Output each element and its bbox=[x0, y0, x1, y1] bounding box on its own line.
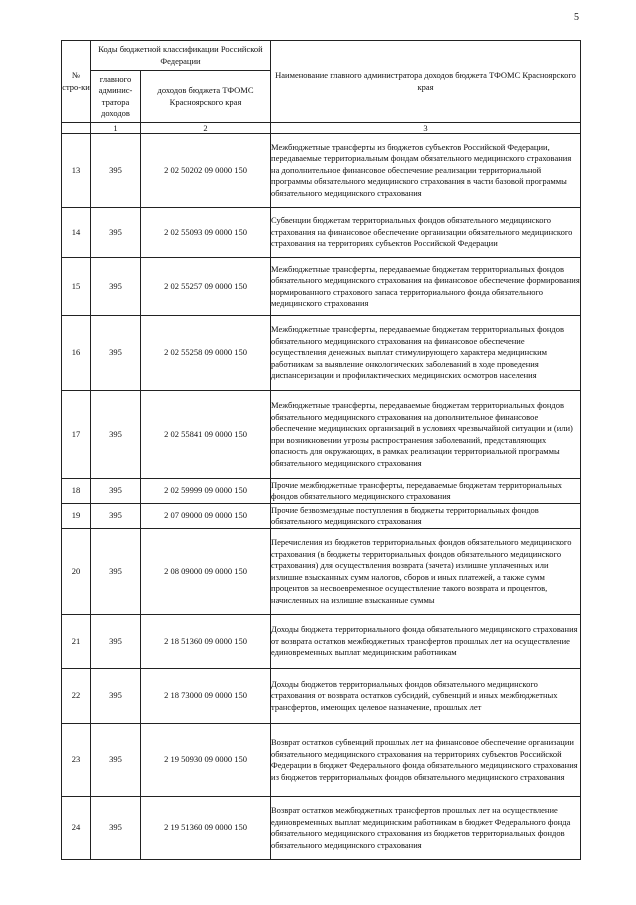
row-number: 14 bbox=[62, 208, 91, 258]
admin-code: 395 bbox=[91, 797, 141, 860]
row-number: 23 bbox=[62, 724, 91, 797]
admin-code: 395 bbox=[91, 316, 141, 391]
column-header-income-code: доходов бюджета ТФОМС Красноярского края bbox=[141, 71, 271, 123]
income-code: 2 08 09000 09 0000 150 bbox=[141, 529, 271, 615]
income-code: 2 18 51360 09 0000 150 bbox=[141, 615, 271, 669]
admin-code: 395 bbox=[91, 208, 141, 258]
row-number: 15 bbox=[62, 258, 91, 316]
column-number: 3 bbox=[271, 123, 581, 134]
admin-code: 395 bbox=[91, 615, 141, 669]
column-number: 1 bbox=[91, 123, 141, 134]
table-row bbox=[62, 797, 581, 860]
row-number: 21 bbox=[62, 615, 91, 669]
income-name: Межбюджетные трансферты, передаваемые бюджетам территориальных фондов обязательного медицинского страхования на дополнительное финансовое обеспечение медицинских организаций в условиях чрезвычайной ситуации и (или) при возникновении угрозы распространения заболеваний, представляющих опасность для окружающих, в рамках реализации территориальной программы обязательного медицинского страхования bbox=[271, 391, 581, 479]
row-number: 16 bbox=[62, 316, 91, 391]
column-number bbox=[62, 123, 91, 134]
income-name: Доходы бюджетов территориальных фондов обязательного медицинского страхования от возврата остатков субсидий, субвенций и иных межбюджетных трансфертов, имеющих целевое назначение, прошлых лет bbox=[271, 669, 581, 724]
admin-code: 395 bbox=[91, 479, 141, 504]
column-header-codes-group: Коды бюджетной классификации Российской Федерации bbox=[91, 41, 271, 71]
income-code: 2 02 55257 09 0000 150 bbox=[141, 258, 271, 316]
income-name: Перечисления из бюджетов территориальных фондов обязательного медицинского страхования (в бюджеты территориальных фондов обязательного медицинского страхования) для осуществления возврата (зачета) излишне уплаченных или излишне взысканных сумм налогов, сборов и иных платежей, а также сумм процентов за несвоевременное осуществление такого возврата и процентов, начисленных на излишне взысканные суммы bbox=[271, 529, 581, 615]
income-code: 2 02 55841 09 0000 150 bbox=[141, 391, 271, 479]
income-name: Возврат остатков субвенций прошлых лет на финансовое обеспечение организации обязательного медицинского страхования на территориях субъектов Российской Федерации в бюджет Федерального фонда обязательного медицинского страхования из бюджетов территориальных фондов обязательного медицинского страхования bbox=[271, 724, 581, 797]
table-row bbox=[62, 724, 581, 797]
income-name: Прочие безвозмездные поступления в бюджеты территориальных фондов обязательного медицинского страхования bbox=[271, 504, 581, 529]
row-number: 13 bbox=[62, 134, 91, 208]
table-row bbox=[62, 615, 581, 669]
income-code: 2 19 50930 09 0000 150 bbox=[141, 724, 271, 797]
row-number: 22 bbox=[62, 669, 91, 724]
column-header-row-number: № стро-ки bbox=[62, 41, 91, 123]
table-row bbox=[62, 258, 581, 316]
income-code: 2 19 51360 09 0000 150 bbox=[141, 797, 271, 860]
column-header-name: Наименование главного администратора доходов бюджета ТФОМС Красноярского края bbox=[271, 41, 581, 123]
income-code: 2 18 73000 09 0000 150 bbox=[141, 669, 271, 724]
table-row bbox=[62, 504, 581, 529]
income-name: Межбюджетные трансферты, передаваемые бюджетам территориальных фондов обязательного медицинского страхования на финансовое обеспечение формирования нормированного страхового запаса территориального фонда обязательного медицинского страхования bbox=[271, 258, 581, 316]
admin-code: 395 bbox=[91, 134, 141, 208]
income-code: 2 02 50202 09 0000 150 bbox=[141, 134, 271, 208]
row-number: 20 bbox=[62, 529, 91, 615]
admin-code: 395 bbox=[91, 724, 141, 797]
admin-code: 395 bbox=[91, 504, 141, 529]
row-number: 24 bbox=[62, 797, 91, 860]
column-numbers-row bbox=[62, 123, 581, 134]
budget-classification-table bbox=[61, 40, 581, 860]
table-row bbox=[62, 316, 581, 391]
income-name: Межбюджетные трансферты из бюджетов субъектов Российской Федерации, передаваемые территориальным фондам обязательного медицинского страхования на дополнительное финансовое обеспечение реализации территориальной программы обязательного медицинского страхования в части базовой программы обязательного медицинского страхования bbox=[271, 134, 581, 208]
row-number: 17 bbox=[62, 391, 91, 479]
admin-code: 395 bbox=[91, 529, 141, 615]
income-name: Субвенции бюджетам территориальных фондов обязательного медицинского страхования на финансовое обеспечение организации обязательного медицинского страхования на территориях субъектов Российской Федерации bbox=[271, 208, 581, 258]
admin-code: 395 bbox=[91, 391, 141, 479]
admin-code: 395 bbox=[91, 669, 141, 724]
column-number: 2 bbox=[141, 123, 271, 134]
table-row bbox=[62, 669, 581, 724]
row-number: 19 bbox=[62, 504, 91, 529]
table-row bbox=[62, 391, 581, 479]
income-code: 2 02 55258 09 0000 150 bbox=[141, 316, 271, 391]
income-code: 2 02 55093 09 0000 150 bbox=[141, 208, 271, 258]
table-row bbox=[62, 479, 581, 504]
income-name: Доходы бюджета территориального фонда обязательного медицинского страхования от возврата остатков межбюджетных трансфертов прошлых лет на осуществление единовременных выплат медицинским работникам bbox=[271, 615, 581, 669]
page-number: 5 bbox=[574, 12, 579, 23]
income-name: Возврат остатков межбюджетных трансфертов прошлых лет на осуществление единовременных выплат медицинским работникам в бюджет Федерального фонда обязательного медицинского страхования из бюджетов территориальных фондов обязательного медицинского страхования bbox=[271, 797, 581, 860]
row-number: 18 bbox=[62, 479, 91, 504]
income-name: Прочие межбюджетные трансферты, передаваемые бюджетам территориальных фондов обязательного медицинского страхования bbox=[271, 479, 581, 504]
column-header-admin-code: главного админис-тратора доходов bbox=[91, 71, 141, 123]
table-row bbox=[62, 134, 581, 208]
admin-code: 395 bbox=[91, 258, 141, 316]
table-row bbox=[62, 208, 581, 258]
income-code: 2 07 09000 09 0000 150 bbox=[141, 504, 271, 529]
table-row bbox=[62, 529, 581, 615]
income-code: 2 02 59999 09 0000 150 bbox=[141, 479, 271, 504]
income-name: Межбюджетные трансферты, передаваемые бюджетам территориальных фондов обязательного медицинского страхования на финансовое обеспечение осуществления денежных выплат стимулирующего характера медицинским работникам за выявление онкологических заболеваний в ходе проведения диспансеризации и профилактических медицинских осмотров населения bbox=[271, 316, 581, 391]
